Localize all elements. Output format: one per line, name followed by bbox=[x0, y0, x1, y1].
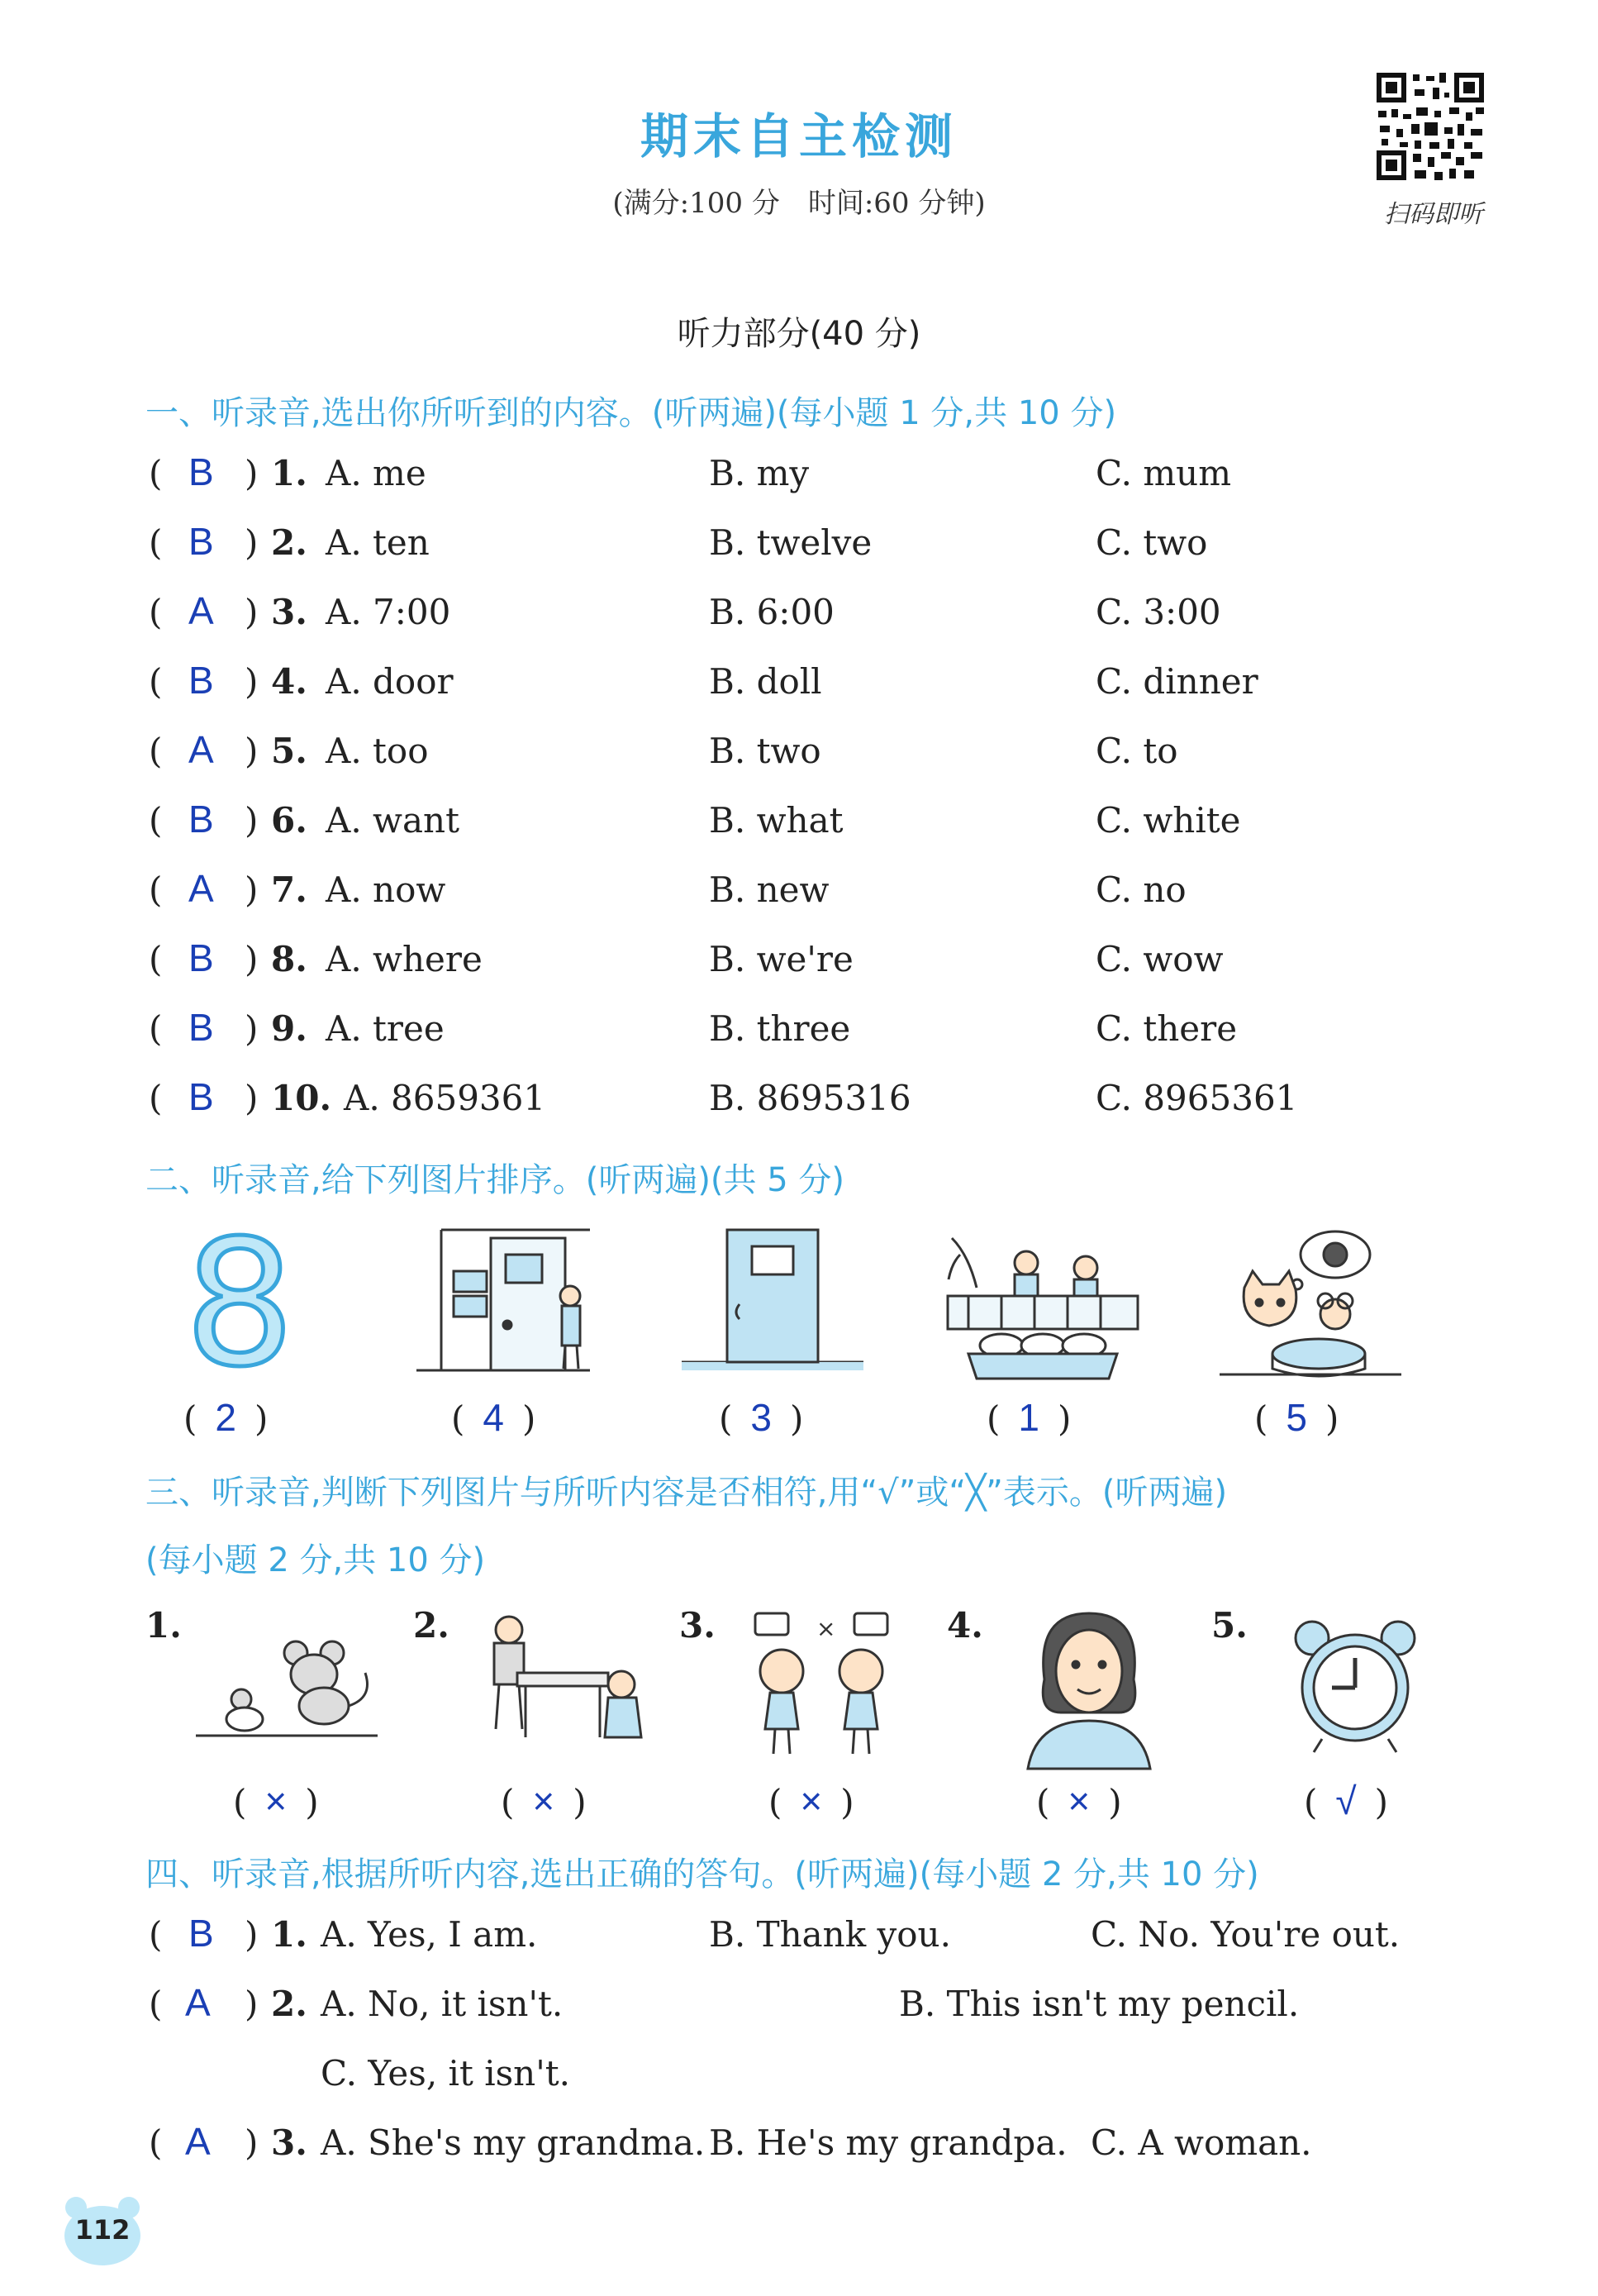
order-blank-1: ( 2 ) bbox=[183, 1396, 269, 1439]
question-number: 2. bbox=[271, 522, 307, 563]
judge-blank-5: ( √ ) bbox=[1304, 1779, 1389, 1822]
option-b: B. what bbox=[709, 800, 844, 841]
list-item: ( A ) 7. A. now B. new C. no bbox=[149, 867, 1187, 910]
list-item: ( A ) 3. A. 7:00 B. 6:00 C. 3:00 bbox=[149, 589, 1221, 632]
page-title: 期末自主检测 bbox=[640, 108, 958, 164]
picture-number: 3. bbox=[679, 1605, 716, 1646]
answer-mark[interactable]: B bbox=[188, 798, 214, 841]
question-number: 10. bbox=[271, 1078, 332, 1118]
list-item: ( A ) 3. A. She's my grandma. B. He's my grandpa. C. A woman. bbox=[149, 2120, 1312, 2163]
option-b: B. doll bbox=[709, 661, 822, 702]
option-a: A. No, it isn't. bbox=[321, 1984, 564, 2024]
list-item-continued bbox=[145, 2053, 1501, 2103]
picture-number: 4. bbox=[947, 1605, 983, 1646]
judge-blank-1: ( × ) bbox=[233, 1779, 319, 1822]
option-a: A. want bbox=[326, 800, 459, 841]
qr-label: 扫码即听 bbox=[1384, 200, 1483, 229]
option-a: A. She's my grandma. bbox=[321, 2122, 706, 2163]
list-item: ( B ) 8. A. where B. we're C. wow bbox=[149, 936, 1224, 979]
order-answer[interactable]: 1 bbox=[1018, 1396, 1039, 1439]
mouse-picture bbox=[192, 1620, 382, 1785]
order-answer[interactable]: 2 bbox=[215, 1396, 236, 1439]
answer-mark[interactable]: A bbox=[185, 2120, 211, 2163]
option-c: C. wow bbox=[1096, 939, 1224, 979]
question-number: 1. bbox=[271, 453, 307, 493]
option-c: C. Yes, it isn't. bbox=[321, 2053, 570, 2094]
answer-mark[interactable]: B bbox=[188, 936, 214, 979]
option-a: A. ten bbox=[326, 522, 430, 563]
option-c: C. No. You're out. bbox=[1091, 1914, 1401, 1955]
option-a: A. where bbox=[326, 939, 483, 979]
option-b: B. two bbox=[709, 731, 821, 771]
page-number: 112 bbox=[74, 2214, 131, 2246]
option-b: B. This isn't my pencil. bbox=[899, 1984, 1300, 2024]
option-b: B. we're bbox=[709, 939, 854, 979]
option-c: C. two bbox=[1096, 522, 1208, 563]
answer-mark[interactable]: B bbox=[188, 520, 214, 563]
open-door-boy-picture bbox=[408, 1222, 598, 1387]
order-answer[interactable]: 5 bbox=[1286, 1396, 1307, 1439]
question-number: 2. bbox=[271, 1984, 307, 2024]
option-a: A. tree bbox=[326, 1008, 445, 1049]
order-blank-4: ( 1 ) bbox=[987, 1396, 1072, 1439]
judge-answer[interactable]: × bbox=[800, 1779, 823, 1822]
option-b: B. Thank you. bbox=[709, 1914, 951, 1955]
qr-code-icon[interactable] bbox=[1375, 71, 1486, 182]
closed-door-picture bbox=[678, 1222, 868, 1387]
option-c: C. dinner bbox=[1096, 661, 1258, 702]
order-answer[interactable]: 3 bbox=[750, 1396, 772, 1439]
order-blank-3: ( 3 ) bbox=[719, 1396, 804, 1439]
list-item: ( B ) 4. A. door B. doll C. dinner bbox=[149, 659, 1258, 702]
question-number: 3. bbox=[271, 592, 307, 632]
picture-number: 5. bbox=[1211, 1605, 1248, 1646]
option-b: B. three bbox=[709, 1008, 851, 1049]
option-c: C. there bbox=[1096, 1008, 1238, 1049]
option-c: C. white bbox=[1096, 800, 1241, 841]
question-number: 3. bbox=[271, 2122, 307, 2163]
list-item: ( B ) 6. A. want B. what C. white bbox=[149, 798, 1241, 841]
question-number: 5. bbox=[271, 731, 307, 771]
option-b: B. He's my grandpa. bbox=[709, 2122, 1068, 2163]
picture-number: 2. bbox=[413, 1605, 449, 1646]
farm-boys-picture bbox=[944, 1222, 1134, 1387]
alarm-clock-icon bbox=[1289, 1615, 1479, 1780]
question-number: 9. bbox=[271, 1008, 307, 1049]
section-3-heading: 三、听录音,判断下列图片与所听内容是否相符,用“√”或“╳”表示。(听两遍) bbox=[145, 1474, 1228, 1512]
option-c: C. 3:00 bbox=[1096, 592, 1221, 632]
answer-mark[interactable]: B bbox=[188, 659, 214, 702]
judge-blank-2: ( × ) bbox=[501, 1779, 587, 1822]
question-number: 1. bbox=[271, 1914, 307, 1955]
boys-desk-picture bbox=[459, 1605, 649, 1770]
answer-mark[interactable]: A bbox=[185, 1981, 211, 2024]
judge-answer[interactable]: × bbox=[532, 1779, 555, 1822]
option-a: A. now bbox=[326, 869, 446, 910]
answer-mark[interactable]: A bbox=[188, 728, 214, 771]
part-heading: 听力部分(40 分) bbox=[677, 315, 921, 353]
order-answer[interactable]: 4 bbox=[483, 1396, 504, 1439]
option-b: B. 6:00 bbox=[709, 592, 835, 632]
not-equal-mark: × bbox=[816, 1615, 836, 1642]
question-number: 6. bbox=[271, 800, 307, 841]
picture-number: 1. bbox=[145, 1605, 182, 1646]
list-item: ( A ) 2. A. No, it isn't. B. This isn't my pencil. bbox=[149, 1981, 1300, 2024]
answer-mark[interactable]: B bbox=[188, 1912, 214, 1955]
judge-blank-3: ( × ) bbox=[768, 1779, 854, 1822]
judge-answer[interactable]: × bbox=[1068, 1779, 1091, 1822]
section-2-heading: 二、听录音,给下列图片排序。(听两遍)(共 5 分) bbox=[145, 1161, 845, 1199]
list-item: ( B ) 9. A. tree B. three C. there bbox=[149, 1006, 1238, 1049]
option-c: C. to bbox=[1096, 731, 1178, 771]
answer-mark[interactable]: A bbox=[188, 867, 214, 910]
judge-blank-4: ( × ) bbox=[1036, 1779, 1122, 1822]
option-a: A. door bbox=[326, 661, 454, 702]
option-c: C. no bbox=[1096, 869, 1187, 910]
two-girls-picture bbox=[730, 1605, 920, 1770]
order-blank-2: ( 4 ) bbox=[451, 1396, 536, 1439]
question-number: 7. bbox=[271, 869, 307, 910]
option-a: A. Yes, I am. bbox=[321, 1914, 538, 1955]
judge-answer[interactable]: √ bbox=[1335, 1779, 1357, 1822]
exam-info: (满分:100 分 时间:60 分钟) bbox=[612, 187, 986, 220]
list-item: ( A ) 5. A. too B. two C. to bbox=[149, 728, 1178, 771]
number-eight-glyph: 8 bbox=[184, 1203, 295, 1405]
question-number: 4. bbox=[271, 661, 307, 702]
option-a: A. 7:00 bbox=[326, 592, 451, 632]
number-eight-picture bbox=[165, 1203, 355, 1405]
option-b: B. my bbox=[709, 453, 810, 493]
list-item: ( B ) 1. A. Yes, I am. B. Thank you. C. No. You're out. bbox=[149, 1912, 1401, 1955]
answer-mark[interactable]: B bbox=[188, 1006, 214, 1049]
order-blank-5: ( 5 ) bbox=[1254, 1396, 1339, 1439]
option-a: A. 8659361 bbox=[344, 1078, 546, 1118]
woman-portrait-picture bbox=[995, 1605, 1185, 1770]
list-item: ( B ) 1. A. me B. my C. mum bbox=[149, 450, 1232, 493]
answer-mark[interactable]: B bbox=[188, 450, 214, 493]
list-item: ( B ) 2. A. ten B. twelve C. two bbox=[149, 520, 1208, 563]
section-4-heading: 四、听录音,根据所听内容,选出正确的答句。(听两遍)(每小题 2 分,共 10 分) bbox=[145, 1855, 1259, 1893]
page-number-badge bbox=[59, 2194, 145, 2269]
answer-mark[interactable]: B bbox=[188, 1075, 214, 1118]
option-c: C. 8965361 bbox=[1096, 1078, 1298, 1118]
option-c: C. A woman. bbox=[1091, 2122, 1312, 2163]
question-number: 8. bbox=[271, 939, 307, 979]
cat-cake-picture bbox=[1211, 1222, 1401, 1387]
judge-answer[interactable]: × bbox=[264, 1779, 288, 1822]
list-item: ( B ) 10. A. 8659361 B. 8695316 C. 8965361 bbox=[149, 1075, 1298, 1118]
option-b: B. twelve bbox=[709, 522, 873, 563]
section-1-heading: 一、听录音,选出你所听到的内容。(听两遍)(每小题 1 分,共 10 分) bbox=[145, 394, 1117, 432]
option-c: C. mum bbox=[1096, 453, 1232, 493]
option-a: A. me bbox=[326, 453, 426, 493]
section-3-subheading: (每小题 2 分,共 10 分) bbox=[145, 1541, 486, 1579]
option-b: B. 8695316 bbox=[709, 1078, 911, 1118]
answer-mark[interactable]: A bbox=[188, 589, 214, 632]
option-a: A. too bbox=[326, 731, 429, 771]
option-b: B. new bbox=[709, 869, 830, 910]
